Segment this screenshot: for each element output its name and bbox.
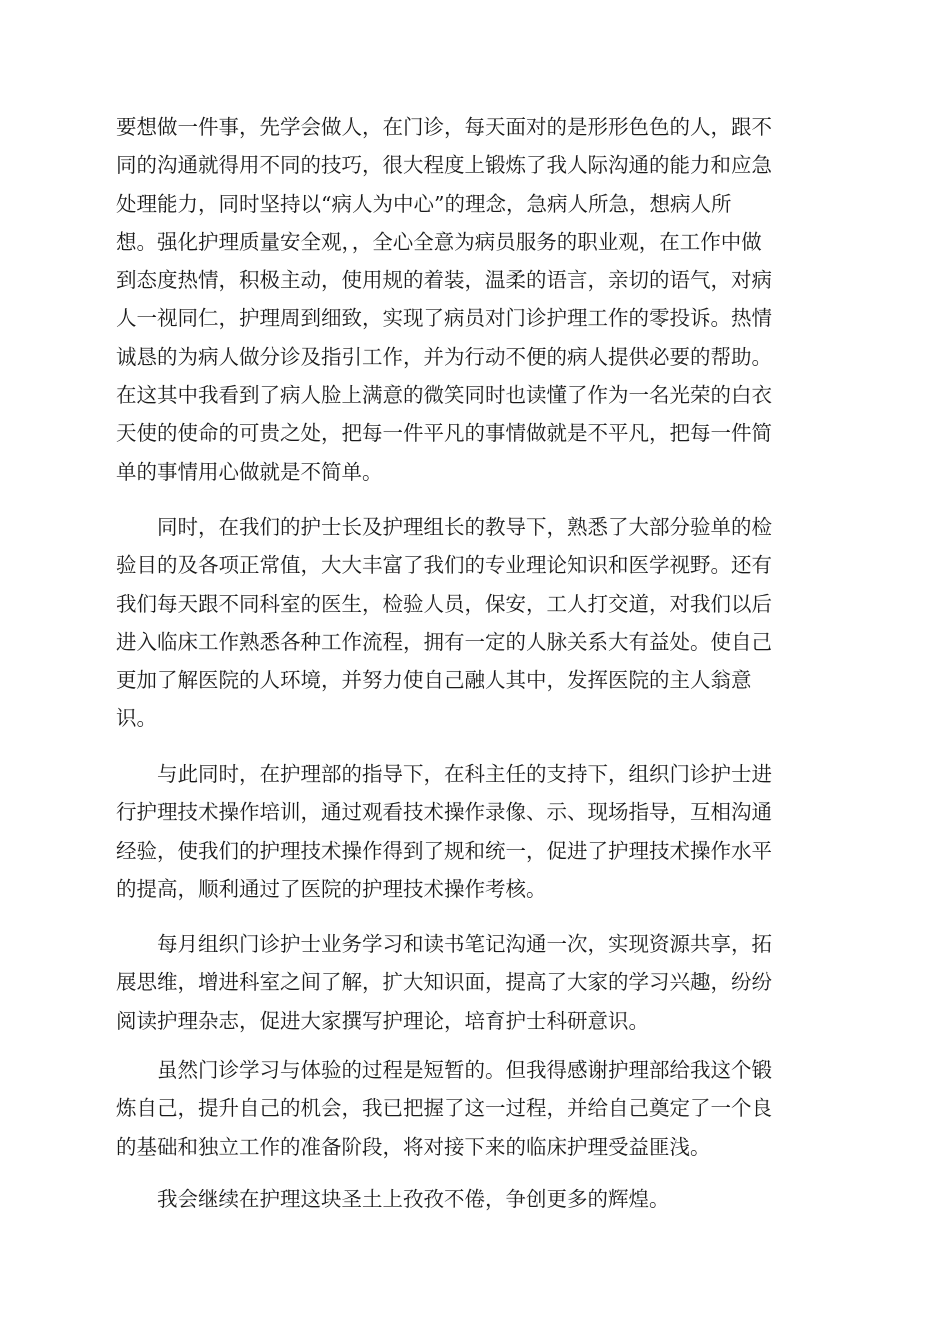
- paragraph-line: 经验，使我们的护理技术操作得到了规和统一，促进了护理技术操作水平: [116, 838, 772, 863]
- paragraph-line: 阅读护理杂志，促进大家撰写护理论，培育护士科研意识。: [116, 1008, 649, 1033]
- paragraph-2: [116, 508, 836, 738]
- paragraph-line: 展思维，增进科室之间了解，扩大知识面，提高了大家的学习兴趣，纷纷: [116, 970, 772, 995]
- paragraph-4: [116, 925, 836, 1040]
- paragraph-line: 处理能力，同时坚持以“病人为中心”的理念，急病人所急，想病人所: [116, 191, 732, 216]
- paragraph-line: 我会继续在护理这块圣土上孜孜不倦，争创更多的辉煌。: [157, 1187, 670, 1211]
- paragraph-line: 炼自己，提升自己的机会，我已把握了这一过程，并给自己奠定了一个良: [116, 1096, 772, 1121]
- paragraph-line: 到态度热情，积极主动，使用规的着装，温柔的语言，亲切的语气，对病: [116, 268, 772, 293]
- paragraph-line: 每月组织门诊护士业务学习和读书笔记沟通一次，实现资源共享，拓: [157, 932, 772, 956]
- paragraph-line: 识。: [116, 706, 157, 731]
- paragraph-line: 要想做一件事，先学会做人，在门诊，每天面对的是形形色色的人，跟不: [116, 115, 772, 139]
- paragraph-line: 同时，在我们的护士长及护理组长的教导下，熟悉了大部分验单的检: [157, 515, 772, 539]
- paragraph-line: 同的沟通就得用不同的技巧，很大程度上锻炼了我人际沟通的能力和应急: [116, 153, 772, 178]
- paragraph-line: 进入临床工作熟悉各种工作流程，拥有一定的人脉关系大有益处。使自己: [116, 629, 772, 654]
- paragraph-line: 更加了解医院的人环境，并努力使自己融人其中，发挥医院的主人翁意: [116, 668, 752, 693]
- paragraph-line: 我们每天跟不同科室的医生，检验人员，保安，工人打交道，对我们以后: [116, 591, 772, 616]
- paragraph-line: 想。强化护理质量安全观，，全心全意为病员服务的职业观，在工作中做: [116, 229, 762, 254]
- paragraph-line: 天使的使命的可贵之处，把每一件平凡的事情做就是不平凡，把每一件简: [116, 421, 772, 446]
- paragraph-5: [116, 1051, 836, 1166]
- paragraph-line: 验目的及各项正常值，大大丰富了我们的专业理论知识和医学视野。还有: [116, 553, 772, 578]
- paragraph-line: 虽然门诊学习与体验的过程是短暂的。但我得感谢护理部给我这个锻: [157, 1058, 772, 1082]
- paragraph-6: [116, 1180, 836, 1218]
- paragraph-line: 单的事情用心做就是不简单。: [116, 459, 383, 484]
- paragraph-1: [116, 108, 836, 491]
- paragraph-line: 行护理技术操作培训，通过观看技术操作录像、示、现场指导，互相沟通: [116, 800, 772, 825]
- paragraph-line: 在这其中我看到了病人脸上满意的微笑同时也读懂了作为一名光荣的白衣: [116, 383, 772, 408]
- paragraph-line: 人一视同仁，护理周到细致，实现了病员对门诊护理工作的零投诉。热情: [116, 306, 772, 331]
- paragraph-3: [116, 755, 836, 908]
- paragraph-line: 与此同时，在护理部的指导下，在科主任的支持下，组织门诊护士进: [157, 762, 772, 786]
- paragraph-line: 的提高，顺利通过了医院的护理技术操作考核。: [116, 876, 547, 901]
- paragraph-line: 诚恳的为病人做分诊及指引工作，并为行动不便的病人提供必要的帮助。: [116, 344, 772, 369]
- paragraph-line: 的基础和独立工作的准备阶段，将对接下来的临床护理受益匪浅。: [116, 1134, 711, 1159]
